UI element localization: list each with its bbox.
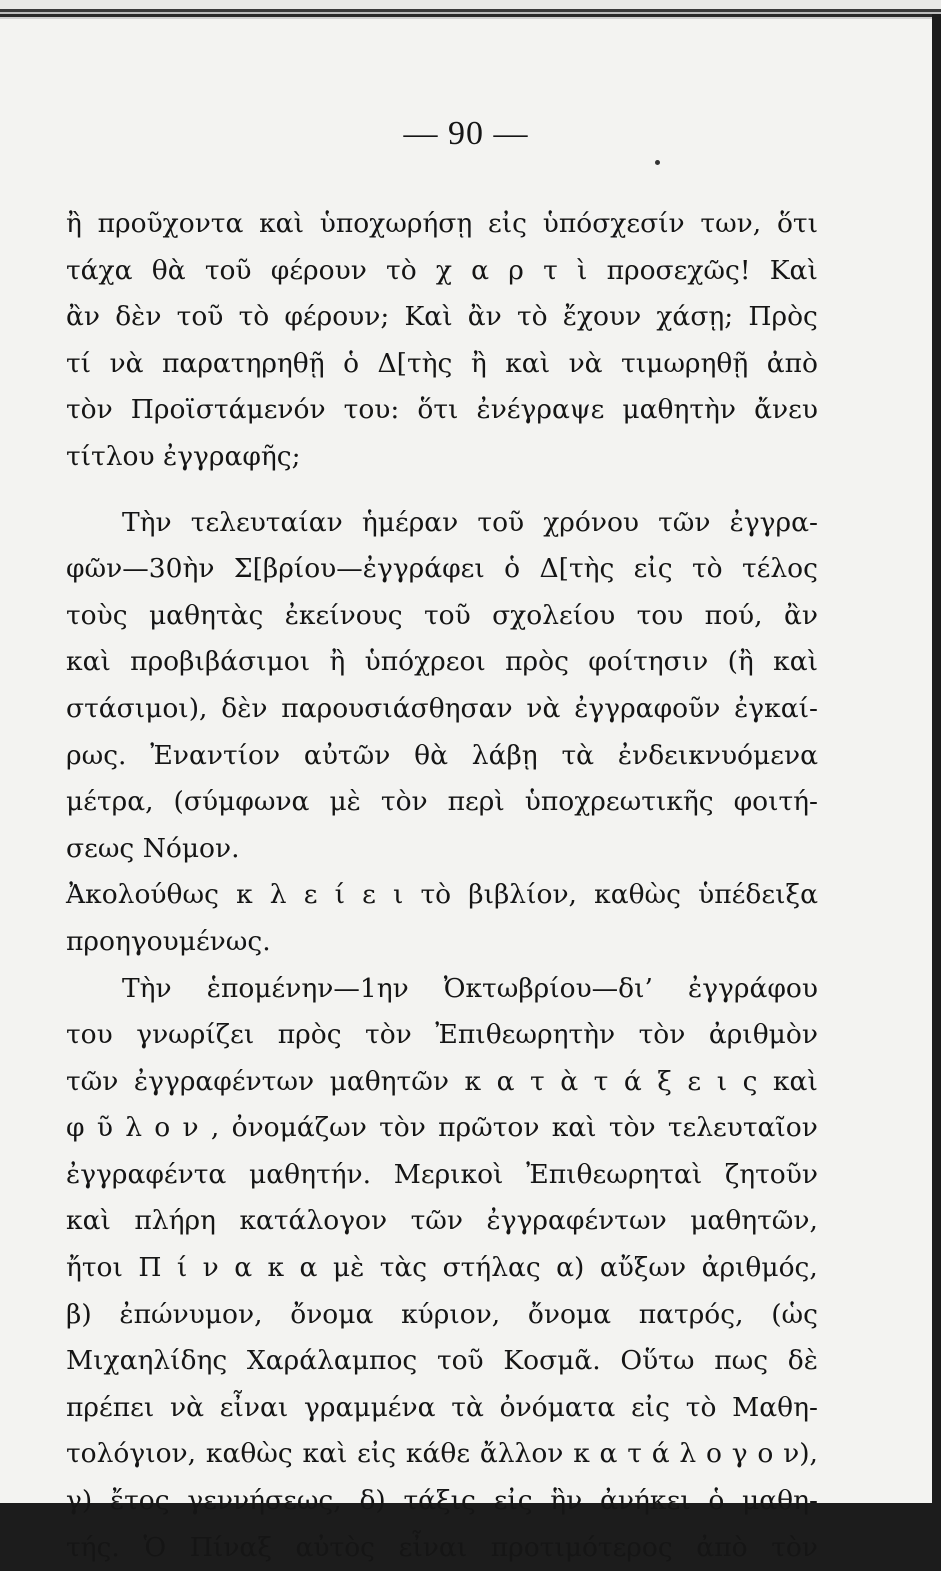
text-line: ἐγγραφέντα μαθητήν. Μερικοὶ Ἐπιθεωρηταὶ ζητοῦν [66, 1152, 818, 1199]
ink-speck [655, 160, 660, 165]
text-line: τῶν ἐγγραφέντων μαθητῶν κ α τ ὰ τ ά ξ ε ι ς καὶ [66, 1059, 818, 1106]
paragraph [66, 201, 818, 481]
text-line: πρέπει νὰ εἶναι γραμμένα τὰ ὀνόματα εἰς τὸ Μαθη- [66, 1385, 818, 1432]
text-line: ἂν δὲν τοῦ τὸ φέρουν; Καὶ ἂν τὸ ἔχουν χάσῃ; Πρὸς [66, 294, 818, 341]
text-line: ρως. Ἐναντίον αὐτῶν θὰ λάβῃ τὰ ἐνδεικνυόμενα [66, 733, 818, 780]
book-page [0, 14, 932, 1503]
text-line: μέτρα, (σύμφωνα μὲ τὸν περὶ ὑποχρεωτικῆς φοιτή- [66, 779, 818, 826]
text-line: σεως Νόμον. [66, 826, 818, 873]
paragraph [66, 872, 818, 965]
text-line: τοὺς μαθητὰς ἐκείνους τοῦ σχολείου του πού, ἂν [66, 593, 818, 640]
text-line: φῶν—30ὴν Σ[βρίου—ἐγγράφει ὁ Δ[τὴς εἰς τὸ τέλος [66, 546, 818, 593]
text-line: τὸν Προϊστάμενόν του: ὅτι ἐνέγραψε μαθητὴν ἄνευ [66, 387, 818, 434]
text-line: του γνωρίζει πρὸς τὸν Ἐπιθεωρητὴν τὸν ἀριθμὸν [66, 1012, 818, 1059]
text-line: ἤτοι Π ί ν α κ α μὲ τὰς στήλας α) αὔξων ἀριθμός, [66, 1245, 818, 1292]
text-line: στάσιμοι), δὲν παρουσιάσθησαν νὰ ἐγγραφοῦν ἐγκαί- [66, 686, 818, 733]
text-line: καὶ πλήρη κατάλογον τῶν ἐγγραφέντων μαθητῶν, [66, 1198, 818, 1245]
text-line: Μιχαηλίδης Χαράλαμπος τοῦ Κοσμᾶ. Οὕτω πως δὲ [66, 1338, 818, 1385]
text-line: Τὴν τελευταίαν ἡμέραν τοῦ χρόνου τῶν ἐγγρα- [66, 500, 818, 547]
text-line: Ἀκολούθως κ λ ε ί ε ι τὸ βιβλίον, καθὼς ὑπέδειξα [66, 872, 818, 919]
text-line: φ ῦ λ ο ν , ὀνομάζων τὸν πρῶτον καὶ τὸν τελευταῖον [66, 1105, 818, 1152]
text-line: τολόγιον, καθὼς καὶ εἰς κάθε ἄλλον κ α τ ά λ ο γ ο ν), [66, 1431, 818, 1478]
text-line: γ) ἔτος γεννήσεως, δ) τάξις εἰς ἣν ἀνήκει ὁ μαθη- [66, 1478, 818, 1525]
text-line: προηγουμένως. [66, 919, 818, 966]
text-line: β) ἐπώνυμον, ὄνομα κύριον, ὄνομα πατρός, (ὡς [66, 1292, 818, 1339]
text-line: τίτλου ἐγγραφῆς; [66, 434, 818, 481]
text-line: τάχα θὰ τοῦ φέρουν τὸ χ α ρ τ ὶ προσεχῶς! Καὶ [66, 248, 818, 295]
body-text [66, 201, 818, 1571]
text-line: ἢ προῦχοντα καὶ ὑποχωρήσῃ εἰς ὑπόσχεσίν των, ὅτι [66, 201, 818, 248]
text-line: τί νὰ παρατηρηθῇ ὁ Δ[τὴς ἢ καὶ νὰ τιμωρηθῇ ἀπὸ [66, 341, 818, 388]
page-number: — 90 — [0, 115, 932, 153]
text-line: καὶ προβιβάσιμοι ἢ ὑπόχρεοι πρὸς φοίτησιν (ἢ καὶ [66, 639, 818, 686]
paragraph-gap [66, 481, 818, 500]
text-line: Τὴν ἑπομένην—1ην Ὀκτωβρίου—δι’ ἐγγράφου [66, 966, 818, 1013]
paragraph [66, 966, 818, 1571]
paragraph [66, 500, 818, 873]
page-top-edge [0, 0, 941, 14]
text-line: τής. Ὁ Πίναξ αὐτὸς εἶναι προτιμότερος ἀπὸ τὸν [66, 1525, 818, 1571]
